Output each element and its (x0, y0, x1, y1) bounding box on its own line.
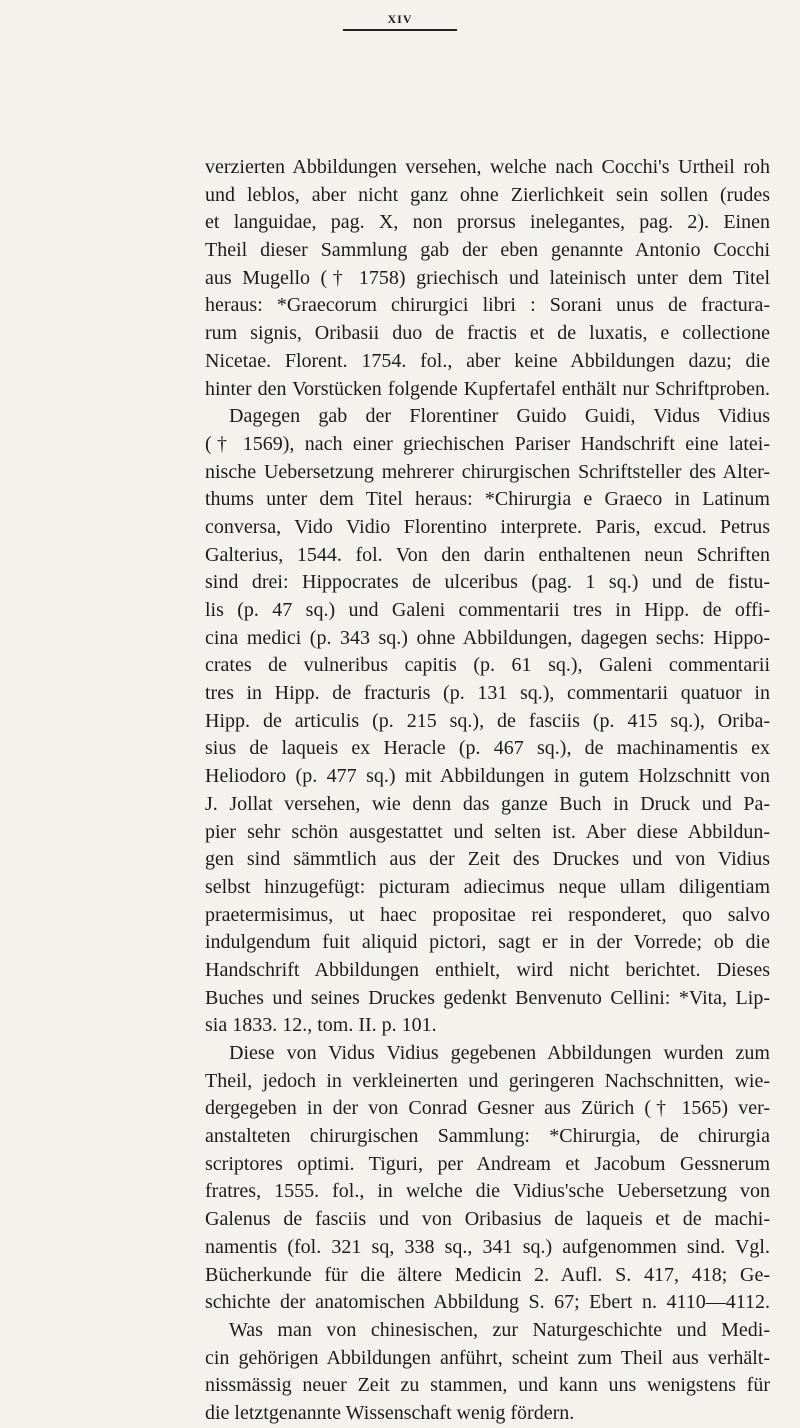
text-line: dergegeben in der von Conrad Gesner aus Zürich († 1565) ver- (205, 1097, 770, 1120)
text-line: thums unter dem Titel heraus: *Chirurgia e Graeco in Latinum (205, 488, 770, 511)
text-line: Theil dieser Sammlung gab der eben genannte Antonio Cocchi (205, 239, 770, 262)
text-line: Galenus de fasciis und von Oribasius de laqueis et de machi- (205, 1208, 770, 1231)
text-line: sius de laqueis ex Heracle (p. 467 sq.), de machinamentis ex (205, 737, 770, 760)
text-line: Handschrift Abbildungen enthielt, wird nicht berichtet. Dieses (205, 958, 770, 981)
text-line: Buches und seines Druckes gedenkt Benvenuto Cellini: *Vita, Lip- (205, 986, 770, 1009)
text-line: gen sind sämmtlich aus der Zeit des Druckes und von Vidius (205, 848, 770, 871)
text-line: verzierten Abbildungen versehen, welche nach Cocchi's Urtheil roh (205, 156, 770, 178)
text-line: selbst hinzugefügt: picturam adiecimus neque ullam diligentiam (205, 875, 770, 898)
text-line: nissmässig neuer Zeit zu stammen, und kann uns wenigstens für (205, 1374, 770, 1397)
text-line: indulgendum fuit aliquid pictori, sagt er in der Vorrede; ob die (205, 931, 770, 954)
text-line: scriptores optimi. Tiguri, per Andream et Jacobum Gessnerum (205, 1152, 770, 1175)
text-line: schichte der anatomischen Abbildung S. 67; Ebert n. 4110—4112. (205, 1291, 770, 1314)
text-line: Hipp. de articulis (p. 215 sq.), de fasciis (p. 415 sq.), Oriba- (205, 709, 770, 732)
text-line: heraus: *Graecorum chirurgici libri : Sorani unus de fractura- (205, 294, 770, 317)
text-line: pier sehr schön ausgestattet und selten ist. Aber diese Abbildun- (205, 820, 770, 843)
text-line: rum signis, Oribasii duo de fractis et de luxatis, e collectione (205, 322, 770, 345)
text-line: et languidae, pag. X, non prorsus inelegantes, pag. 2). Einen (205, 211, 770, 234)
text-line: conversa, Vido Vidio Florentino interprete. Paris, excud. Petrus (205, 515, 770, 538)
text-line: fratres, 1555. fol., in welche die Vidius'sche Uebersetzung von (205, 1180, 770, 1203)
text-line: die letztgenannte Wissenschaft wenig fördern. (205, 1401, 575, 1424)
text-line: Galterius, 1544. fol. Von den darin enthaltenen neun Schriften (205, 543, 770, 566)
text-line: Theil, jedoch in verkleinerten und geringeren Nachschnitten, wie- (205, 1069, 770, 1092)
text-line: sia 1833. 12., tom. II. p. 101. (205, 1014, 437, 1037)
text-line: lis (p. 47 sq.) und Galeni commentarii tres in Hipp. de offi- (205, 599, 770, 621)
text-line: hinter den Vorstücken folgende Kupfertafel enthält nur Schriftproben. (205, 377, 770, 400)
text-line: Diese von Vidus Vidius gegebenen Abbildungen wurden zum (229, 1042, 770, 1064)
text-line: cin gehörigen Abbildungen anführt, scheint zum Theil aus verhält- (205, 1346, 770, 1369)
text-line: Nicetae. Florent. 1754. fol., aber keine Abbildungen dazu; die (205, 349, 770, 372)
text-line: tres in Hipp. de fracturis (p. 131 sq.), commentarii quatuor in (205, 682, 770, 705)
text-line: nische Uebersetzung mehrerer chirurgischen Schriftsteller des Alter- (205, 460, 770, 483)
page-number: XIV (343, 12, 456, 31)
text-line: († 1569), nach einer griechischen Pariser Handschrift eine latei- (205, 432, 770, 455)
text-line: sind drei: Hippocrates de ulceribus (pag. 1 sq.) und de fistu- (205, 571, 770, 594)
text-line: anstalteten chirurgischen Sammlung: *Chirurgia, de chirurgia (205, 1125, 770, 1148)
text-line: Dagegen gab der Florentiner Guido Guidi, Vidus Vidius (229, 405, 770, 428)
page-header (0, 10, 800, 31)
body-text (205, 154, 770, 1428)
text-line: praetermisimus, ut haec propositae rei responderet, quo salvo (205, 903, 770, 926)
text-line: cina medici (p. 343 sq.) ohne Abbildungen, dagegen sechs: Hippo- (205, 626, 770, 649)
text-line: Bücherkunde für die ältere Medicin 2. Aufl. S. 417, 418; Ge- (205, 1263, 770, 1286)
text-line: Heliodoro (p. 477 sq.) mit Abbildungen in gutem Holzschnitt von (205, 765, 770, 788)
text-line: Was man von chinesischen, zur Naturgeschichte und Medi- (229, 1318, 770, 1341)
text-line: und leblos, aber nicht ganz ohne Zierlichkeit sein sollen (rudes (205, 183, 770, 206)
text-line: crates de vulneribus capitis (p. 61 sq.), Galeni commentarii (205, 654, 770, 677)
text-line: aus Mugello († 1758) griechisch und lateinisch unter dem Titel (205, 266, 770, 289)
text-line: namentis (fol. 321 sq, 338 sq., 341 sq.) aufgenommen sind. Vgl. (205, 1235, 770, 1258)
text-line: J. Jollat versehen, wie denn das ganze Buch in Druck und Pa- (205, 792, 770, 815)
